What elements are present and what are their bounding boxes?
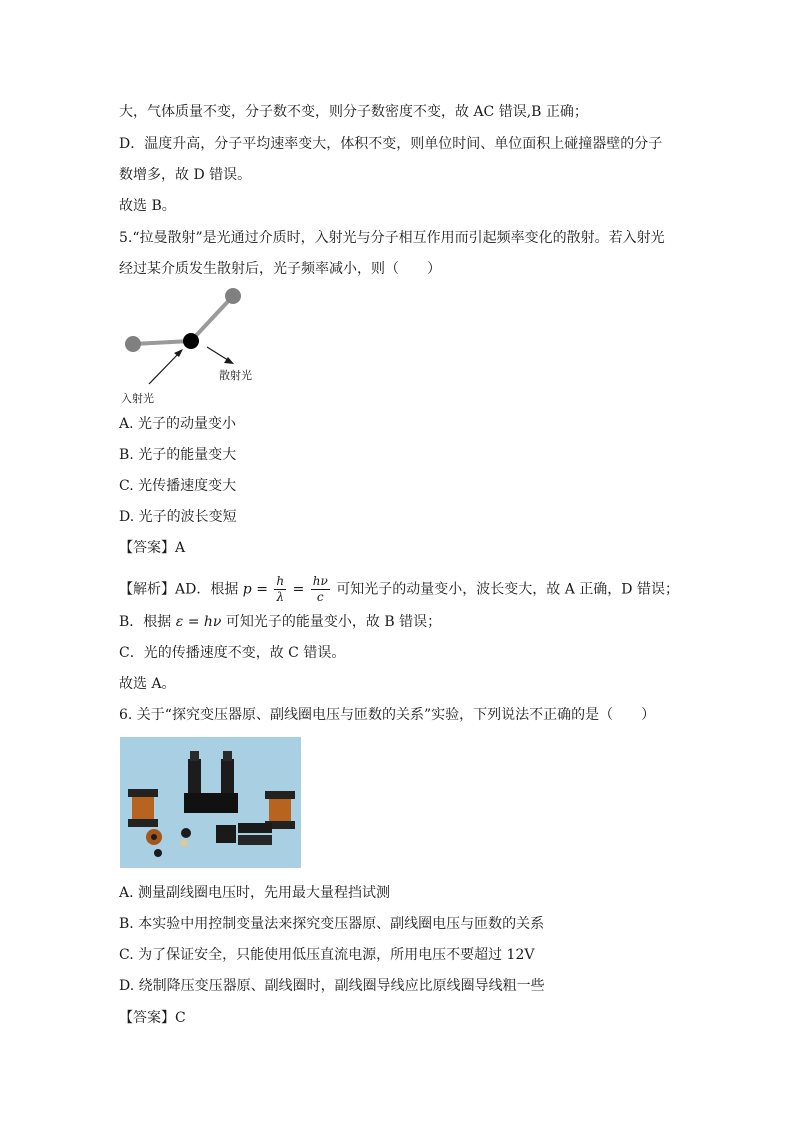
right-coil xyxy=(269,799,291,821)
text-line: D．温度升高，分子平均速率变大，体积不变，则单位时间、单位面积上碰撞器壁的分子 xyxy=(119,136,663,152)
equals-sign: = xyxy=(292,581,309,598)
q6-option-d: D. 绕制降压变压器原、副线圈时，副线圈导线应比原线圈导线粗一些 xyxy=(119,978,545,994)
explanation-prefix: 【解析】AD．根据 xyxy=(119,581,239,598)
left-coil xyxy=(132,797,154,819)
scattered-rod xyxy=(191,296,233,341)
text-line: 故选 B。 xyxy=(119,198,176,214)
scattered-light-label: 散射光 xyxy=(219,369,252,382)
explanation-b: B．根据 ε = hν 可知光子的能量变小，故 B 错误； xyxy=(119,614,442,630)
raman-scattering-diagram xyxy=(119,284,269,408)
molecule-dot xyxy=(183,333,199,349)
energy-formula: ε = hν xyxy=(175,614,222,630)
question-6-stem: 6. 关于“探究变压器原、副线圈电压与匝数的关系”实验，下列说法不正确的是（ ） xyxy=(119,707,656,723)
fraction-hv-over-c: $\frac{h\nu}{c}$ xyxy=(312,574,328,604)
momentum-symbol: p xyxy=(242,581,252,598)
option-d: D. 光子的波长变短 xyxy=(119,509,237,525)
question-5-stem-cont: 经过某介质发生散射后，光子频率减小，则（ ） xyxy=(119,261,441,277)
q6-option-c: C. 为了保证安全，只能使用低压直流电源，所用电压不要超过 12V xyxy=(119,947,535,963)
option-b: B. 光子的能量变大 xyxy=(119,447,237,463)
incident-arrowhead xyxy=(174,349,183,357)
option-c: C. 光传播速度变大 xyxy=(119,478,237,494)
text-line: 数增多，故 D 错误。 xyxy=(119,167,252,183)
text-line: 大，气体质量不变，分子数不变，则分子数密度不变，故 AC 错误,B 正确； xyxy=(119,104,588,120)
incident-arrow xyxy=(149,351,181,384)
answer-6: 【答案】C xyxy=(119,1010,186,1026)
explanation-ad xyxy=(119,574,679,605)
q6-option-b: B. 本实验中用控制变量法来探究变压器原、副线圈电压与匝数的关系 xyxy=(119,916,545,932)
outgoing-bead xyxy=(225,288,241,304)
incoming-bead xyxy=(125,336,141,352)
question-5-stem: 5.“拉曼散射”是光通过介质时，入射光与分子相互作用而引起频率变化的散射。若入射光 xyxy=(119,230,665,246)
explanation-suffix: 可知光子的动量变小，波长变大，故 A 正确，D 错误； xyxy=(336,581,679,598)
answer-5: 【答案】A xyxy=(119,540,186,556)
transformer-kit-photo xyxy=(120,737,301,868)
incident-light-label: 入射光 xyxy=(121,392,154,405)
q6-option-a: A. 测量副线圈电压时，先用最大量程挡试测 xyxy=(119,885,391,901)
conclusion-5: 故选 A。 xyxy=(119,676,176,692)
equals-sign: = xyxy=(256,581,273,598)
option-a: A. 光子的动量变小 xyxy=(119,416,237,432)
incident-rod xyxy=(133,341,191,344)
fraction-h-over-lambda: $\frac{h}{\lambda}$ xyxy=(276,574,285,604)
explanation-c: C．光的传播速度不变，故 C 错误。 xyxy=(119,645,346,661)
